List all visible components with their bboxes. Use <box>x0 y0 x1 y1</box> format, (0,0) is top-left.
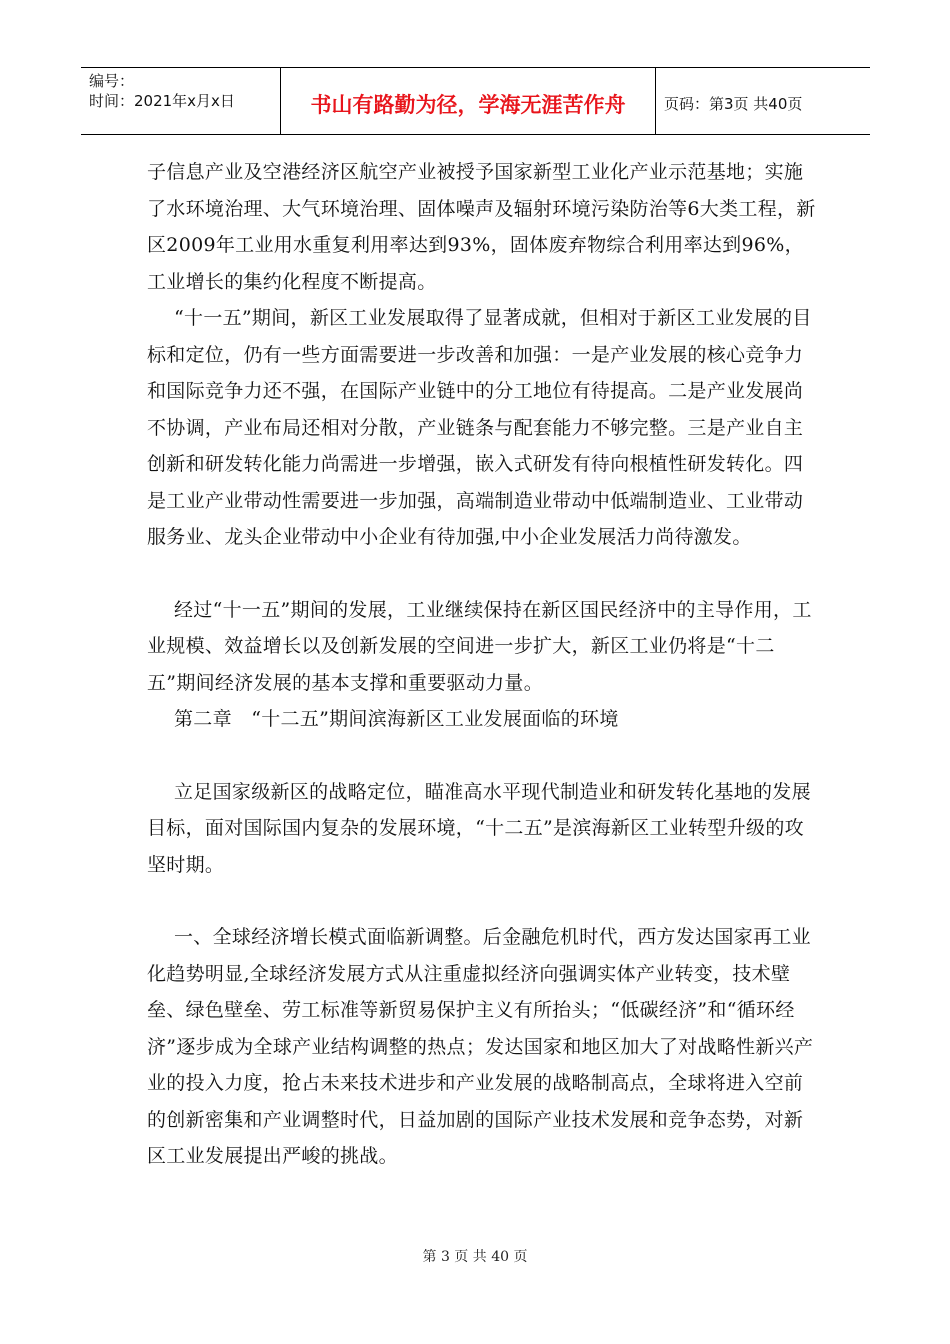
paragraph: 一、全球经济增长模式面临新调整。后金融危机时代，西方发达国家再工业化趋势明显,全球经济发展方式从注重虚拟经济向强调实体产业转变，技术壁垒、绿色壁垒、劳工标准等新贸易保护主义有所抬头；“低碳经济”和“循环经济”逐步成为全球产业结构调整的热点；发达国家和地区加大了对战略性新兴产业的投入力度，抢占未来技术进步和产业发展的战略制高点，全球将进入空前的创新密集和产业调整时代，日益加剧的国际产业技术发展和竞争态势，对新区工业发展提出严峻的挑战。 <box>147 926 814 1167</box>
page-header <box>81 67 870 135</box>
header-motto: 书山有路勤为径，学海无涯苦作舟 <box>281 68 656 134</box>
doc-date-label: 时间：2021年x月x日 <box>89 92 235 110</box>
paragraph: 立足国家级新区的战略定位，瞄准高水平现代制造业和研发转化基地的发展目标，面对国际国内复杂的发展环境，“十二五”是滨海新区工业转型升级的攻坚时期。 <box>147 780 811 876</box>
header-page-info: 页码：第3页 共40页 <box>664 94 803 113</box>
paragraph-continued: 子信息产业及空港经济区航空产业被授予国家新型工业化产业示范基地；实施了水环境治理、大气环境治理、固体噪声及辐射环境污染防治等6大类工程，新区2009年工业用水重复利用率达到93%，固体废弃物综合利用率达到96%，工业增长的集约化程度不断提高。 <box>147 161 816 293</box>
page-footer: 第 3 页 共 40 页 <box>422 1249 528 1265</box>
blank-line <box>147 883 822 919</box>
doc-number-label: 编号： <box>89 72 135 90</box>
document-body <box>147 154 822 1175</box>
chapter-heading: 第二章 “十二五”期间滨海新区工业发展面临的环境 <box>174 708 619 730</box>
blank-line <box>147 738 822 774</box>
paragraph: 经过“十一五”期间的发展，工业继续保持在新区国民经济中的主导作用，工业规模、效益增长以及创新发展的空间进一步扩大，新区工业仍将是“十二五”期间经济发展的基本支撑和重要驱动力量。 <box>147 598 812 694</box>
header-left-cell <box>81 68 281 134</box>
blank-line <box>147 556 822 592</box>
paragraph: “十一五”期间，新区工业发展取得了显著成就，但相对于新区工业发展的目标和定位，仍有一些方面需要进一步改善和加强：一是产业发展的核心竞争力和国际竞争力还不强，在国际产业链中的分工地位有待提高。二是产业发展尚不协调，产业布局还相对分散，产业链条与配套能力不够完整。三是产业自主创新和研发转化能力尚需进一步增强，嵌入式研发有待向根植性研发转化。四是工业产业带动性需要进一步加强，高端制造业带动中低端制造业、工业带动服务业、龙头企业带动中小企业有待加强,中小企业发展活力尚待激发。 <box>147 307 812 548</box>
